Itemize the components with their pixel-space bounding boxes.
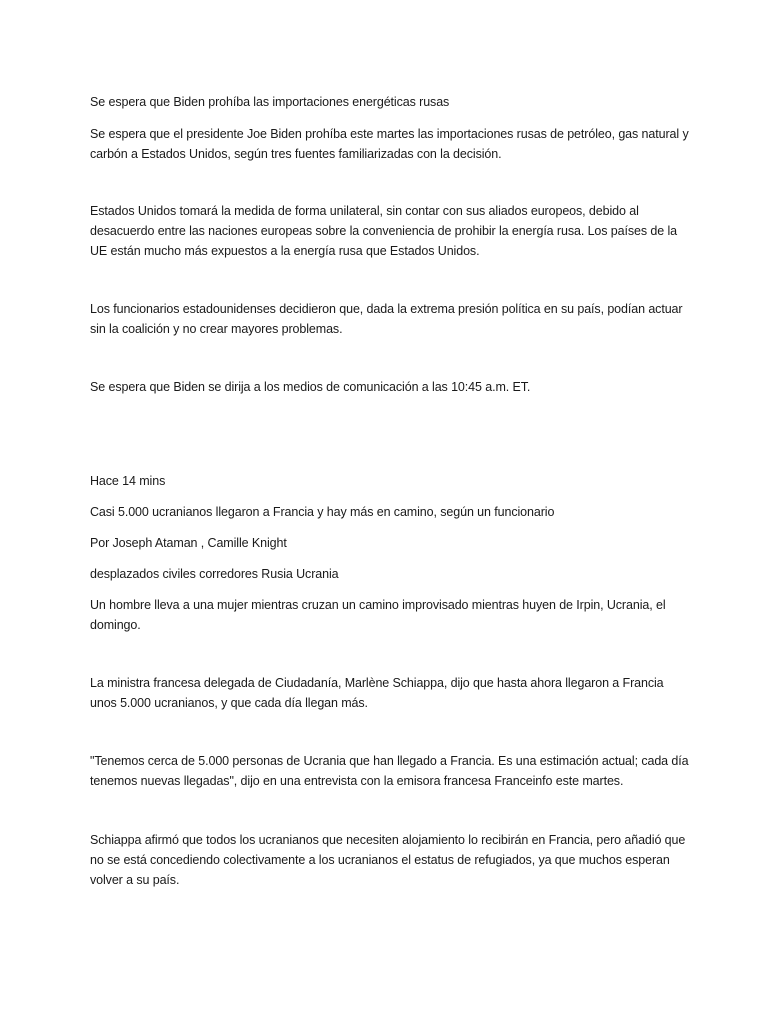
image-tags: desplazados civiles corredores Rusia Ucrania	[90, 567, 339, 581]
byline: Por Joseph Ataman , Camille Knight	[90, 536, 287, 550]
paragraph-biden-ban: Se espera que el presidente Joe Biden prohíba este martes las importaciones rusas de petróleo, gas natural y carbón a Estados Unidos, según tres fuentes familiarizadas con la decisión.	[90, 127, 689, 161]
timestamp: Hace 14 mins	[90, 474, 166, 488]
paragraph-officials: Los funcionarios estadounidenses decidieron que, dada la extrema presión política en su país, podían actuar sin la coalición y no crear mayores problemas.	[90, 302, 683, 336]
paragraph-unilateral: Estados Unidos tomará la medida de forma unilateral, sin contar con sus aliados europeos, debido al desacuerdo entre las naciones europeas sobre la conveniencia de prohibir la energía rusa. Los países de la UE están mucho más expuestos a la energía rusa que Estados Unidos.	[90, 204, 678, 258]
image-caption: Un hombre lleva a una mujer mientras cruzan un camino improvisado mientras huyen de Irpin, Ucrania, el domingo.	[90, 598, 666, 632]
paragraph-refugees: Schiappa afirmó que todos los ucranianos que necesiten alojamiento lo recibirán en Francia, pero añadió que no se está concediendo colectivamente a los ucranianos el estatus de refugiados, ya que muchos esperan volver a su país.	[90, 833, 686, 887]
paragraph-press-time: Se espera que Biden se dirija a los medios de comunicación a las 10:45 a.m. ET.	[90, 380, 531, 394]
paragraph-quote: "Tenemos cerca de 5.000 personas de Ucrania que han llegado a Francia. Es una estimación actual; cada día tenemos nuevas llegadas", dijo en una entrevista con la emisora francesa Franceinfo este martes.	[90, 754, 689, 788]
headline-france: Casi 5.000 ucranianos llegaron a Francia y hay más en camino, según un funcionario	[90, 505, 555, 519]
headline-biden: Se espera que Biden prohíba las importaciones energéticas rusas	[90, 95, 450, 109]
paragraph-schiappa: La ministra francesa delegada de Ciudadanía, Marlène Schiappa, dijo que hasta ahora llegaron a Francia unos 5.000 ucranianos, y que cada día llegan más.	[90, 676, 664, 710]
